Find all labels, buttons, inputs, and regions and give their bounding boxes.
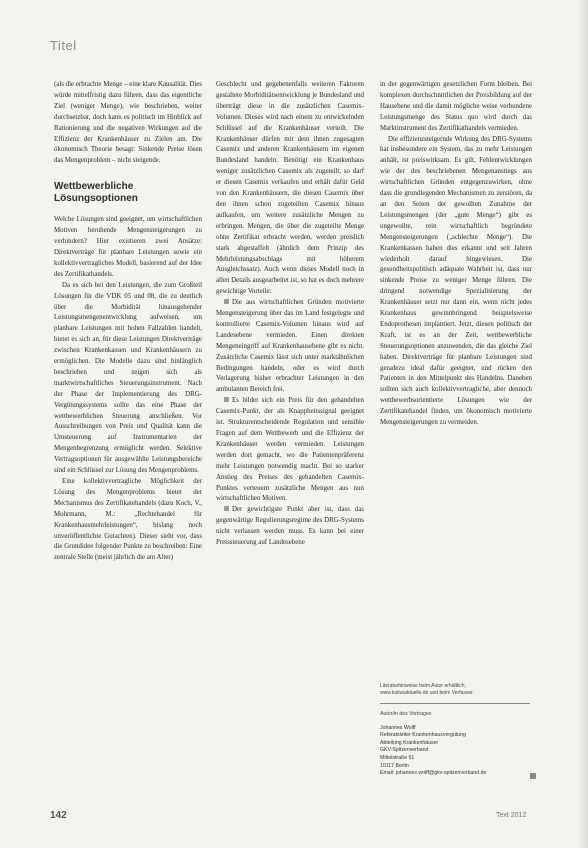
author-line: GKV-Spitzenverband xyxy=(380,747,429,754)
square-bullet-icon xyxy=(224,397,229,402)
bullet-item xyxy=(216,298,364,396)
square-bullet-icon xyxy=(224,506,229,511)
bullet-text: Es bildet sich ein Preis für den gehandelten Casemix-Punkt, der als Knappheitssignal geeignet ist. Strukturentscheidende Regulation und sensible Fragen auf dem Wettbewerb und die Effizienz der Krankenhäuser werden vermieden. Leistungen werden dort gemacht, wo die Patientenpräferenz mehr Leistungen notwendig macht. Bei so starker Anstieg des Preises des gehandelten Casemix-Punktes verteuern zusätzliche Mengen aus nun wirtschaftlichen Motiven. xyxy=(216,397,364,503)
divider xyxy=(380,703,530,704)
column-2-paragraph: Geschlecht und gegebenenfalls weiteren Faktoren gestaltete Morbiditätsentwicklung je Bundesland und überträgt diese in die zusätzlichen Casemix-Volumen. Dieses wird nach einem zu entwickelnden Schlüssel auf die Krankenhäuser verteilt. Die Krankenhäuser dürfen mit dem ihnen zugesagten Casemix und anderen Krankenhäusern im eigenen Bundesland handeln. Benötigt ein Krankenhaus weniger zusätzlichen Casemix als zugeteilt, so darf er diesen Casemix verkaufen und erhält dafür Geld von den Krankenhäusern, die diesen Casemix über den ihnen schon zugeteilten Casemix hinaus aufkaufen, um weitere zusätzliche Mengen zu erbringen. Mengen, die über die zugeteilte Menge ohne Zertifikat erbracht werden, werden preislich stark abgestaffelt (ähnlich dem Prinzip des Mehrleistungsabschlags mit höherem Ausgleichssatz). Auch wenn dieses Modell noch in allen Details ausgearbeitet ist, so hat es doch mehrere gewichtige Vorteile: xyxy=(216,81,364,296)
end-mark-icon xyxy=(530,773,536,779)
column-1-paragraph: Welche Lösungen sind geeignet, um wirtschaftlichen Motiven beruhende Mengensteigerungen zu verhindern? Hier existieren zwei Ansätze: Direktverträge für planbare Leistungen sowie ein kollektivvertragliches Modell, basierend auf der Idee des Zertifikathandels. xyxy=(54,216,202,278)
running-header-title: Titel xyxy=(50,38,77,53)
column-1-paragraph: (als die erbrachte Menge – eine klare Kausalität. Dies würde mittelfristig dazu führen, dass das eigentliche Ziel (weniger Menge), wie beschrieben, weiter durchsetzbar, doch kann es politisch im Hinblick auf Rationierung und die negativen Wirkungen auf die Effizienz der Krankenhäuser zu Zielen am. Die ökonomisch Theorie besagt: Sinkende Preise lösen das Mengenproblem – nicht steigende. xyxy=(54,81,202,165)
bullet-text: Die aus wirtschaftlichen Gründen motivierte Mengensteigerung über das im Land festgelegte und kontrollierte Casemix-Volumen hinaus wird auf Landesebene vermieden. Einen direkten Mengeneingriff auf Krankenhausebene gibt es nicht. Zusätzliche Casemix lässt sich unter marktähnlichen Bedingungen handeln, oder es wird durch Verlagerung bisher erbrachter Leistungen in den ambulanten Bereich frei. xyxy=(216,299,364,394)
issue-label: Text 2012 xyxy=(496,812,527,819)
text-column-3 xyxy=(380,80,532,429)
author-line: Abteilung Krankenhäuser xyxy=(380,739,439,746)
column-1-paragraph: Da es sich bei den Leistungen, die zum Großteil Lösungen für die VDK 05 und 08, die zu deutlich über die Morbidität hinausgehender Leistungsmengenentwicklung aufweisen, um planbare Leistungen mit hohen Fallzahlen handelt, bietet es sich an, für diese Leistungen Direktverträge zwischen Krankenkassen und Krankenhäusern zu ermöglichen. Die Modelle dazu sind hinlänglich beschrieben und zeigen sich als marktwirtschaftliches Steuerungsinstrument. Nach der Phase der Implementierung des DRG-Vergütungssystems sollte das eine Phase der wettbewerblichen Steuerung anschließen. Vor Ausschreibungen von Preis und Qualität kann die Umsteuerung auf Instrumentarien der Mengenbegrenzung ermöglicht werden. Selektive Vertragsoptionen für ausgewählte Leistungsbereiche sind ein Schlüssel zur Lösung des Mengenproblems. xyxy=(54,281,202,475)
column-3-paragraph: in der gegenwärtigen gesetzlichen Form bleiben. Bei komplexen durchschnittlichen der Preisbildung auf der Hausebene und die damit mögliche weise verbundene Leistungsmenge des Status quo wird durch das Marktinstrument des Zertifikathandels vermieden. xyxy=(380,81,532,132)
column-3-paragraph: Die effizienzsteigernde Wirkung des DRG-Systems hat insbesondere ein System, das zu mehr Leistungen anhält, ist preiswirksam. Es gilt, Fehlentwicklungen wie der des beschriebenen Mengenanstiegs aus wirtschaftlichen Gründen entgegenzuwirken, ohne dass die grundlegenden Mechanismen zu zerstören, da an den Seiten der gewollten Zunahme der Leistungsmengen (der „gute Menge“) gibt es ungewollte, rein wirtschaftlich begründete Mengensteigerungen („schlechte Menge“). Die Krankenkassen haben dies erkannt und seit Jahren wiederholt darauf hingewiesen. Die gesundheitspolitisch adäquate Wahrheit ist, dass nur sinkende Preise zu weniger Menge führen. Die dringend notwendige Spezialisierung der Krankenhäuser setzt nur dann ein, wenn nicht jedes Krankenhaus gewinnbringend beispielsweise Endoprothesen implantiert. Jetzt, diesen politisch der Kraft, ist es an der Zeit, wettbewerbliche Steuerungsoptionen anzuwenden, die das gleiche Ziel haben. Direktverträge für planbare Leistungen sind geradezu ideal dafür geeignet, und rücken den Patienten in den Mittelpunkt des Handelns. Daneben sollten sich auch kollektivvertragliche, aber dennoch wettbewerbsorientierte Lösungen wie der Zertifikatehandel finden, um ökonomisch motivierte Mengensteigerungen zu vermeiden. xyxy=(380,135,532,427)
author-box-heading: Autor/in des Vortrages xyxy=(380,711,432,717)
section-heading: Wettbewerbliche Lösungsoptionen xyxy=(54,181,138,205)
text-column-2 xyxy=(216,80,364,549)
author-line: Johannes Wolff xyxy=(380,724,416,731)
author-line: Email: johannes.wolff@gkv-spitzenverband.de xyxy=(380,770,487,777)
literature-note-line: www.kulturaktuelle.de und beim Verfasser. xyxy=(380,690,474,696)
literature-note xyxy=(380,683,532,697)
bullet-item xyxy=(216,505,364,549)
author-line: 10117 Berlin xyxy=(380,762,409,769)
column-1-paragraph: Eine kollektivvertragliche Möglichkeit der Lösung des Mengenproblems bietet der Mechanismus des Zertifikatehandels (dazu Koch, V., Mohrmann, M.: „Rechtehandel für Krankenhausmehrleistungen“, bislang noch unveröffentlichte Gutachten). Dieser sieht vor, dass die Grundidee folgender Punkte zu beschreiben: Eine zentrale Stelle (meist jährlich die am Alter) xyxy=(54,478,202,562)
text-column-1 xyxy=(54,80,202,564)
bullet-item xyxy=(216,396,364,505)
page-number: 142 xyxy=(50,810,67,821)
author-box xyxy=(380,711,532,778)
author-line: Referatsleiter Krankenhausvergütung xyxy=(380,732,466,739)
literature-note-line: Literaturhinweise beim Autor erhältlich, xyxy=(380,683,466,689)
square-bullet-icon xyxy=(224,299,229,304)
author-line: Mittelstraße 51 xyxy=(380,754,415,761)
bullet-text: Der gewichtigste Punkt aber ist, dass das gegenwärtige Regulierungsregime des DRG-Systems nicht verlassen werden muss. Es kann bei einer Preissteuerung auf Landesebene xyxy=(216,506,364,547)
page-edge-shadow xyxy=(578,0,588,848)
